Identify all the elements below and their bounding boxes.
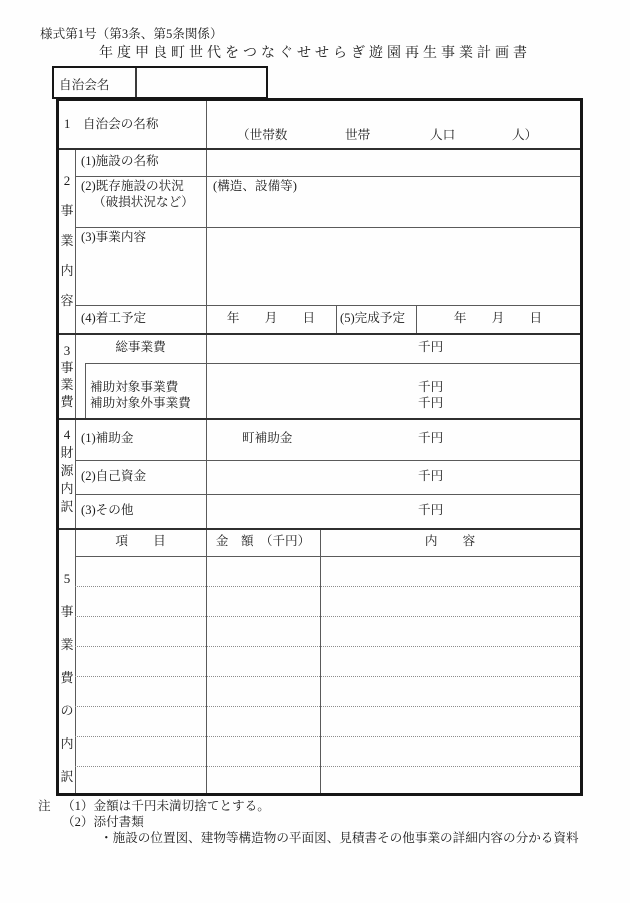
section3-side-label: 3事業費 [60,343,74,409]
subsidized-cost-unit: 千円 [418,380,444,395]
other-funds-label: (3)その他 [81,503,134,518]
population-unit-label: 人） [512,128,538,143]
total-cost-label: 総事業費 [115,340,166,355]
existing-facility-label-line1: (2)既存施設の状況 [81,179,184,193]
item-column-input-area[interactable] [75,556,206,793]
note-line-1: （1）金額は千円未満切捨てとする。 [62,799,270,813]
start-date-label: (4)着工予定 [81,311,147,326]
association-name-label: 自治会名 [54,68,137,97]
detail-column-input-area[interactable] [320,556,580,793]
business-detail-label: (3)事業内容 [81,230,147,244]
association-name-box [52,66,268,99]
total-cost-unit: 千円 [418,340,444,355]
amount-column-header: 金 額 （千円） [215,534,311,549]
existing-facility-input-area[interactable] [206,176,580,227]
finish-date-input-area[interactable]: 年 月 日 [453,311,543,326]
section4-side-label: 4財源内訳 [60,427,74,514]
amount-column-input-area[interactable] [206,556,320,793]
finish-date-label: (5)完成予定 [340,311,406,326]
section5-side-label: 5事業費の内訳 [60,571,74,784]
section2-side-label: 2事業内容 [60,173,74,308]
population-label: 人口 [430,128,456,143]
main-form-table [56,98,583,796]
business-detail-input-area[interactable] [206,227,580,305]
town-subsidy-name: 町補助金 [242,431,293,446]
own-funds-label: (2)自己資金 [81,469,147,484]
households-open-label: （世帯数 [237,128,288,143]
nested-box-left-border [85,363,86,418]
item-column-header: 項 目 [115,534,166,549]
subsidized-cost-label: 補助対象事業費 [90,380,179,395]
non-subsidized-cost-label: 補助対象外事業費 [90,396,191,411]
own-funds-input-area[interactable] [206,460,416,494]
association-name-value-area[interactable] [206,101,580,148]
existing-facility-label [75,176,206,227]
detail-column-header: 内 容 [424,534,476,549]
note-line-2: （2）添付書類 [62,815,144,829]
form-title: 年度甲良町世代をつなぐせせらぎ遊園再生事業計画書 [99,46,531,61]
facility-name-label: (1)施設の名称 [81,154,159,169]
other-funds-input-area[interactable] [206,494,416,528]
form-number: 様式第1号（第3条、第5条関係） [40,27,223,41]
note-line-3: ・施設の位置図、建物等構造物の平面図、見積書その他事業の詳細内容の分かる資料 [100,831,579,845]
note-mark: 注 [38,799,51,813]
subsidized-cost-input-area[interactable] [206,363,580,418]
existing-facility-hint: (構造、設備等) [213,179,297,193]
subsidy-label: (1)補助金 [81,431,134,446]
start-date-input-area[interactable]: 年 月 日 [226,311,316,326]
other-funds-unit: 千円 [418,503,444,518]
association-name-input-area[interactable] [137,68,266,97]
own-funds-unit: 千円 [418,469,444,484]
facility-name-input-area[interactable] [206,148,580,176]
association-name-row-label: 1 自治会の名称 [64,116,159,131]
existing-facility-label-line2: （破損状況など） [93,194,194,209]
subsidy-amount-input-area[interactable] [352,418,412,460]
subsidy-unit: 千円 [418,431,444,446]
non-subsidized-cost-unit: 千円 [418,396,444,411]
total-cost-input-area[interactable] [206,333,580,363]
households-unit-label: 世帯 [345,128,371,143]
